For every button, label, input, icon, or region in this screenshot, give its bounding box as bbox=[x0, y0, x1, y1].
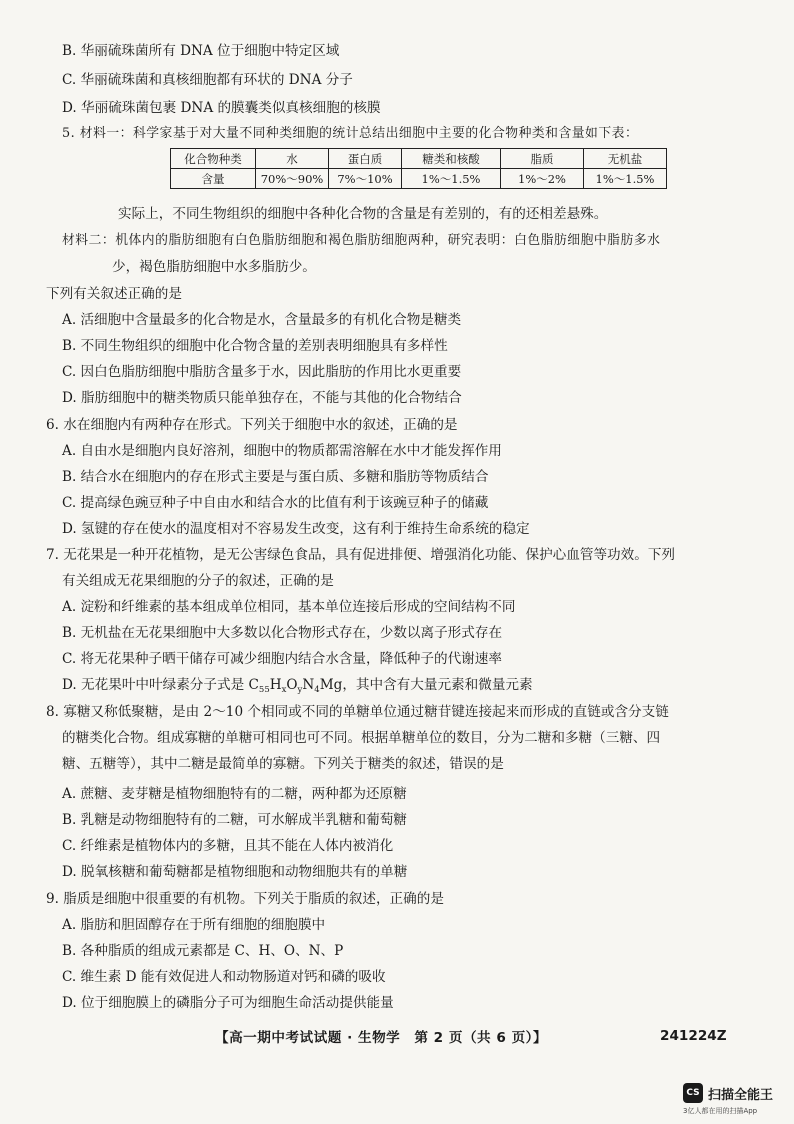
table-cell: 1%～1.5% bbox=[584, 169, 667, 189]
table-cell: 脂质 bbox=[501, 149, 584, 169]
q7d-formula-sub-55: 55 bbox=[258, 685, 270, 695]
q9-stem: 9. 脂质是细胞中很重要的有机物。下列关于脂质的叙述，正确的是 bbox=[46, 891, 444, 907]
q7-option-c: C. 将无花果种子晒干储存可减少细胞内结合水含量，降低种子的代谢速率 bbox=[62, 651, 502, 667]
table-header-row bbox=[171, 149, 667, 169]
q7d-formula-h: H bbox=[269, 677, 282, 693]
table-cell: 1%～1.5% bbox=[402, 169, 501, 189]
q6-option-c: C. 提高绿色豌豆种子中自由水和结合水的比值有利于该豌豆种子的储藏 bbox=[62, 495, 489, 511]
q7-stem-line1: 7. 无花果是一种开花植物，是无公害绿色食品，具有促进排便、增强消化功能、保护心血管等功效。下列 bbox=[46, 547, 676, 563]
q7d-formula-sub-y: y bbox=[297, 685, 303, 695]
q5-stem: 下列有关叙述正确的是 bbox=[46, 286, 182, 302]
q8-option-d: D. 脱氧核糖和葡萄糖都是植物细胞和动物细胞共有的单糖 bbox=[62, 864, 408, 880]
table-cell: 7%～10% bbox=[329, 169, 402, 189]
q4-option-b: B. 华丽硫珠菌所有 DNA 位于细胞中特定区域 bbox=[62, 43, 340, 59]
q8-stem-line2: 的糖类化合物。组成寡糖的单糖可相同也可不同。根据单糖单位的数目，分为二糖和多糖（三糖、四 bbox=[62, 730, 661, 746]
q9-option-b: B. 各种脂质的组成元素都是 C、H、O、N、P bbox=[62, 943, 344, 959]
camscanner-logo-icon: CS bbox=[683, 1083, 703, 1103]
compound-table bbox=[170, 148, 667, 189]
q5-option-b: B. 不同生物组织的细胞中化合物含量的差别表明细胞具有多样性 bbox=[62, 338, 448, 354]
table-cell: 1%～2% bbox=[501, 169, 584, 189]
q7-option-a: A. 淀粉和纤维素的基本组成单位相同，基本单位连接后形成的空间结构不同 bbox=[62, 599, 516, 615]
q9-option-d: D. 位于细胞膜上的磷脂分子可为细胞生命活动提供能量 bbox=[62, 995, 394, 1011]
q8-option-a: A. 蔗糖、麦芽糖是植物细胞特有的二糖，两种都为还原糖 bbox=[62, 786, 407, 802]
q4-option-d: D. 华丽硫珠菌包裹 DNA 的膜囊类似真核细胞的核膜 bbox=[62, 100, 381, 116]
q8-stem-line1: 8. 寡糖又称低聚糖，是由 2～10 个相同或不同的单糖单位通过糖苷键连接起来而形成的直链或含分支链 bbox=[46, 704, 669, 720]
q7-option-b: B. 无机盐在无花果细胞中大多数以化合物形式存在，少数以离子形式存在 bbox=[62, 625, 503, 641]
q6-stem: 6. 水在细胞内有两种存在形式。下列关于细胞中水的叙述，正确的是 bbox=[46, 417, 458, 433]
q7d-formula-o: O bbox=[286, 677, 298, 693]
q6-option-a: A. 自由水是细胞内良好溶剂，细胞中的物质都需溶解在水中才能发挥作用 bbox=[62, 443, 502, 459]
table-cell: 无机盐 bbox=[584, 149, 667, 169]
q8-option-b: B. 乳糖是动物细胞特有的二糖，可水解成半乳糖和葡萄糖 bbox=[62, 812, 407, 828]
q7d-formula-n: N bbox=[302, 677, 315, 693]
table-cell: 含量 bbox=[171, 169, 256, 189]
page-footer-title: 【高一期中考试试题 · 生物学 第 2 页（共 6 页）】 bbox=[215, 1030, 548, 1046]
q9-option-a: A. 脂肪和胆固醇存在于所有细胞的细胞膜中 bbox=[62, 917, 326, 933]
q5-material-1: 5. 材料一：科学家基于对大量不同种类细胞的统计总结出细胞中主要的化合物种类和含量如下表： bbox=[62, 126, 639, 141]
q9-option-c: C. 维生素 D 能有效促进人和动物肠道对钙和磷的吸收 bbox=[62, 969, 386, 985]
q5-material-2-line2: 少，褐色脂肪细胞中水多脂肪少。 bbox=[112, 259, 316, 275]
q4-option-c: C. 华丽硫珠菌和真核细胞都有环状的 DNA 分子 bbox=[62, 72, 353, 88]
table-cell: 70%～90% bbox=[256, 169, 329, 189]
table-cell: 糖类和核酸 bbox=[402, 149, 501, 169]
scanner-watermark bbox=[683, 1083, 773, 1103]
q6-option-b: B. 结合水在细胞内的存在形式主要是与蛋白质、多糖和脂肪等物质结合 bbox=[62, 469, 489, 485]
q5-option-d: D. 脂肪细胞中的糖类物质只能单独存在，不能与其他的化合物结合 bbox=[62, 390, 462, 406]
q5-material-2-line1: 材料二：机体内的脂肪细胞有白色脂肪细胞和褐色脂肪细胞两种，研究表明：白色脂肪细胞中脂肪多水 bbox=[62, 233, 661, 248]
q7d-suffix: ，其中含有大量元素和微量元素 bbox=[342, 677, 533, 693]
q8-stem-line3: 糖、五糖等），其中二糖是最简单的寡糖。下列关于糖类的叙述，错误的是 bbox=[62, 756, 504, 772]
watermark-subtitle: 3亿人都在用的扫描App bbox=[683, 1107, 758, 1115]
page-footer-code: 241224Z bbox=[660, 1028, 727, 1044]
q7d-prefix: D. 无花果叶中叶绿素分子式是 C bbox=[62, 677, 259, 693]
q7d-formula-sub-x: x bbox=[281, 685, 287, 695]
watermark-name: 扫描全能王 bbox=[708, 1087, 774, 1103]
q7d-formula-mg: Mg bbox=[319, 677, 343, 693]
table-cell: 化合物种类 bbox=[171, 149, 256, 169]
table-cell: 水 bbox=[256, 149, 329, 169]
q6-option-d: D. 氢键的存在使水的温度相对不容易发生改变，这有利于维持生命系统的稳定 bbox=[62, 521, 530, 537]
q7-option-d bbox=[62, 676, 533, 699]
table-cell: 蛋白质 bbox=[329, 149, 402, 169]
q8-option-c: C. 纤维素是植物体内的多糖，且其不能在人体内被消化 bbox=[62, 838, 394, 854]
q5-option-a: A. 活细胞中含量最多的化合物是水，含量最多的有机化合物是糖类 bbox=[62, 312, 462, 328]
q5-option-c: C. 因白色脂肪细胞中脂肪含量多于水，因此脂肪的作用比水更重要 bbox=[62, 364, 462, 380]
table-row bbox=[171, 169, 667, 189]
q7d-formula-sub-4: 4 bbox=[314, 685, 320, 695]
q5-note: 实际上，不同生物组织的细胞中各种化合物的含量是有差别的，有的还相差悬殊。 bbox=[118, 206, 608, 222]
q7-stem-line2: 有关组成无花果细胞的分子的叙述，正确的是 bbox=[62, 573, 334, 589]
